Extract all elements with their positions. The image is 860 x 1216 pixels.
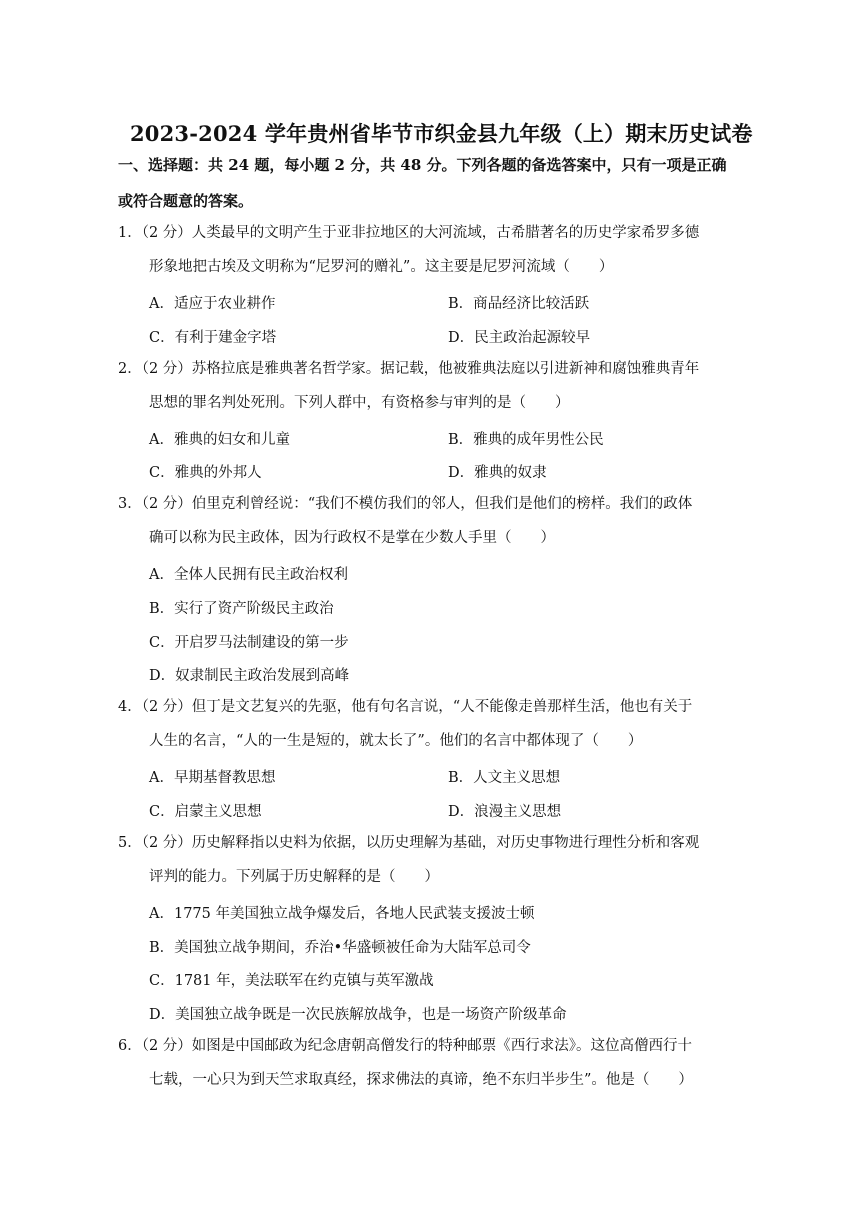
question-4 [118, 690, 738, 758]
question-5 [118, 826, 738, 894]
question-1 [118, 216, 738, 284]
section-heading-line2: 或符合题意的答案。 [118, 192, 254, 210]
question-stem-line1: 5．（2 分）历史解释指以史料为依据，以历史理解为基础，对历史事物进行理性分析和客观 [118, 835, 700, 851]
option-d[interactable]: D．民主政治起源较早 [448, 330, 591, 346]
option-d[interactable]: D．美国独立战争既是一次民族解放战争，也是一场资产阶级革命 [149, 1007, 567, 1023]
option-c[interactable]: C．有利于建金字塔 [149, 330, 277, 346]
option-c[interactable]: C．雅典的外邦人 [149, 465, 262, 481]
question-6 [118, 1029, 738, 1097]
question-stem-line1: 1．（2 分）人类最早的文明产生于亚非拉地区的大河流域，古希腊著名的历史学家希罗多德 [118, 225, 700, 241]
section-heading-line1: 一、选择题：共 24 题，每小题 2 分，共 48 分。下列各题的备选答案中，只有一项是正确 [118, 156, 727, 174]
option-c[interactable]: C．开启罗马法制建设的第一步 [149, 635, 349, 651]
question-2 [118, 352, 738, 420]
question-stem-line2: 人生的名言，“人的一生是短的，就太长了”。他们的名言中都体现了（ ） [149, 733, 643, 749]
option-b[interactable]: B．人文主义思想 [448, 770, 561, 786]
option-c[interactable]: C．1781 年，美法联军在约克镇与英军激战 [149, 973, 434, 989]
option-a[interactable]: A．早期基督教思想 [149, 770, 276, 786]
question-stem-line2: 七载，一心只为到天竺求取真经，探求佛法的真谛，绝不东归半步生”。他是（ ） [149, 1072, 693, 1088]
question-stem-line2: 评判的能力。下列属于历史解释的是（ ） [149, 869, 439, 885]
option-d[interactable]: D．奴隶制民主政治发展到高峰 [149, 668, 350, 684]
question-stem-line1: 4．（2 分）但丁是文艺复兴的先驱，他有句名言说，“人不能像走兽那样生活，他也有关于 [118, 699, 693, 715]
option-a[interactable]: A．雅典的妇女和儿童 [149, 432, 290, 448]
option-b[interactable]: B．雅典的成年男性公民 [448, 432, 604, 448]
exam-title: 2023-2024 学年贵州省毕节市织金县九年级（上）期末历史试卷 [130, 121, 753, 146]
question-stem-line1: 3．（2 分）伯里克利曾经说：“我们不模仿我们的邻人，但我们是他们的榜样。我们的政体 [118, 496, 693, 512]
question-stem-line2: 思想的罪名判处死刑。下列人群中，有资格参与审判的是（ ） [149, 395, 570, 411]
option-b[interactable]: B．美国独立战争期间，乔治•华盛顿被任命为大陆军总司令 [149, 940, 531, 956]
option-b[interactable]: B．实行了资产阶级民主政治 [149, 601, 334, 617]
question-stem-line1: 6．（2 分）如图是中国邮政为纪念唐朝高僧发行的特种邮票《西行求法》。这位高僧西行十 [118, 1038, 693, 1054]
question-stem-line2: 确可以称为民主政体，因为行政权不是掌在少数人手里（ ） [149, 530, 555, 546]
option-a[interactable]: A．适应于农业耕作 [149, 296, 276, 312]
option-a[interactable]: A．1775 年美国独立战争爆发后，各地人民武装支援波士顿 [149, 906, 535, 922]
option-a[interactable]: A．全体人民拥有民主政治权利 [149, 567, 348, 583]
question-stem-line1: 2．（2 分）苏格拉底是雅典著名哲学家。据记载，他被雅典法庭以引进新神和腐蚀雅典青年 [118, 361, 700, 377]
option-c[interactable]: C．启蒙主义思想 [149, 804, 262, 820]
option-d[interactable]: D．浪漫主义思想 [448, 804, 562, 820]
question-stem-line2: 形象地把古埃及文明称为“尼罗河的赠礼”。这主要是尼罗河流域（ ） [149, 259, 614, 275]
section-heading [118, 150, 758, 216]
option-d[interactable]: D．雅典的奴隶 [448, 465, 547, 481]
option-b[interactable]: B．商品经济比较活跃 [448, 296, 590, 312]
question-3 [118, 487, 738, 555]
